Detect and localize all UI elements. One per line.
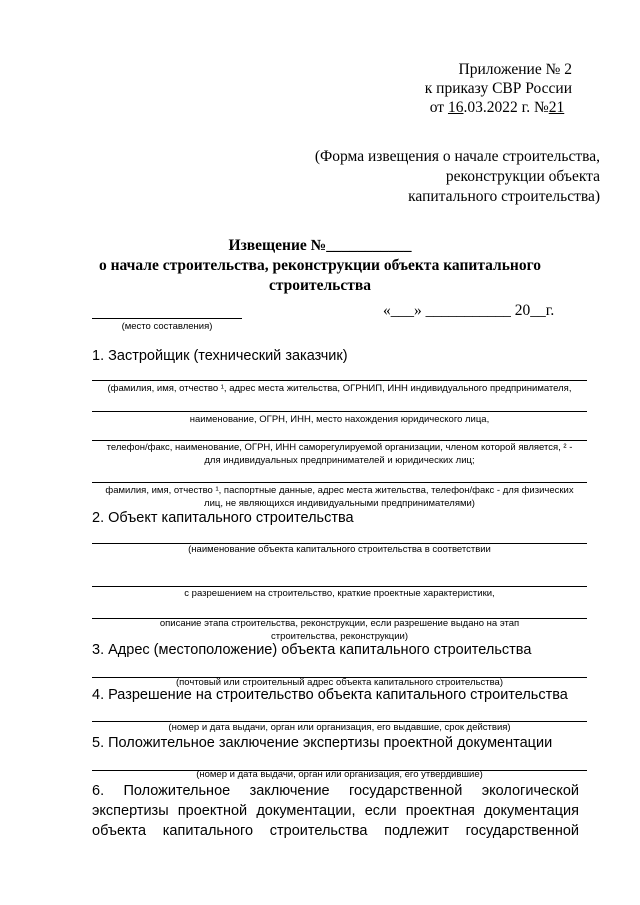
place-caption: (место составления) bbox=[121, 321, 213, 332]
s6-line3: объекта капитального строительства подлежит государственной bbox=[92, 823, 579, 839]
order-number: 21 bbox=[548, 99, 565, 116]
date-line: «___» ___________ 20__г. bbox=[383, 302, 555, 319]
title-line2: о начале строительства, реконструкции объекта капитального bbox=[98, 257, 541, 274]
section1-title: 1. Застройщик (технический заказчик) bbox=[92, 348, 348, 364]
s6-line2: экспертизы проектной документации, если проектная документация bbox=[92, 803, 579, 819]
s1-line1 bbox=[92, 380, 587, 381]
s4-caption1: (номер и дата выдачи, орган или организация, его выдавшие, срок действия) bbox=[168, 722, 511, 733]
section5-title: 5. Положительное заключение экспертизы проектной документации bbox=[92, 735, 553, 751]
section6-paragraph bbox=[92, 781, 579, 841]
s1-line4 bbox=[92, 482, 587, 483]
form-note-line2: реконструкции объекта bbox=[445, 168, 600, 185]
order-reference: к приказу СВР России bbox=[424, 80, 572, 97]
s1-caption3: телефон/факс, наименование, ОГРН, ИНН саморегулируемой организации, членом которой является, ² - bbox=[106, 442, 573, 453]
s3-caption1: (почтовый или строительный адрес объекта капитального строительства) bbox=[175, 677, 504, 688]
s1-line2 bbox=[92, 411, 587, 412]
s2-caption3: описание этапа строительства, реконструкции, если разрешение выдано на этап bbox=[159, 618, 520, 629]
section3-title: 3. Адрес (местоположение) объекта капитального строительства bbox=[92, 642, 532, 658]
order-date-number: от 16.03.2022 г. №21 bbox=[429, 99, 565, 116]
section2-title: 2. Объект капитального строительства bbox=[92, 510, 354, 526]
form-note bbox=[315, 147, 600, 207]
s6-line1: 6. Положительное заключение государственной экологической bbox=[92, 783, 579, 799]
s2-caption1: (наименование объекта капитального строительства в соответствии bbox=[188, 544, 491, 555]
appendix-number: Приложение № 2 bbox=[458, 61, 572, 78]
s1-caption1: (фамилия, имя, отчество ¹, адрес места жительства, ОГРНИП, ИНН индивидуального предпринимателя, bbox=[107, 383, 572, 394]
s2-caption2: с разрешением на строительство, краткие проектные характеристики, bbox=[184, 588, 495, 599]
s1-caption4b: лиц, не являющихся индивидуальными предпринимателями) bbox=[204, 498, 475, 509]
s1-caption2: наименование, ОГРН, ИНН, место нахождения юридического лица, bbox=[189, 414, 490, 425]
form-note-line1: (Форма извещения о начале строительства, bbox=[314, 148, 600, 165]
title-line1: Извещение №___________ bbox=[228, 237, 412, 254]
s1-caption4: фамилия, имя, отчество ¹, паспортные данные, адрес места жительства, телефон/факс - для физических bbox=[105, 485, 574, 496]
s5-caption1: (номер и дата выдачи, орган или организация, его утвердившие) bbox=[196, 769, 483, 780]
title-line3: строительства bbox=[269, 277, 371, 294]
place-line bbox=[92, 318, 242, 319]
s2-caption3b: строительства, реконструкции) bbox=[270, 631, 409, 642]
s1-caption3b: для индивидуальных предпринимателей и юридических лиц; bbox=[204, 455, 475, 466]
section4-title: 4. Разрешение на строительство объекта капитального строительства bbox=[92, 687, 568, 703]
document-title bbox=[80, 236, 560, 296]
form-note-line3: капитального строительства) bbox=[408, 188, 600, 205]
appendix-header bbox=[425, 60, 572, 117]
order-day: 16 bbox=[447, 99, 464, 116]
